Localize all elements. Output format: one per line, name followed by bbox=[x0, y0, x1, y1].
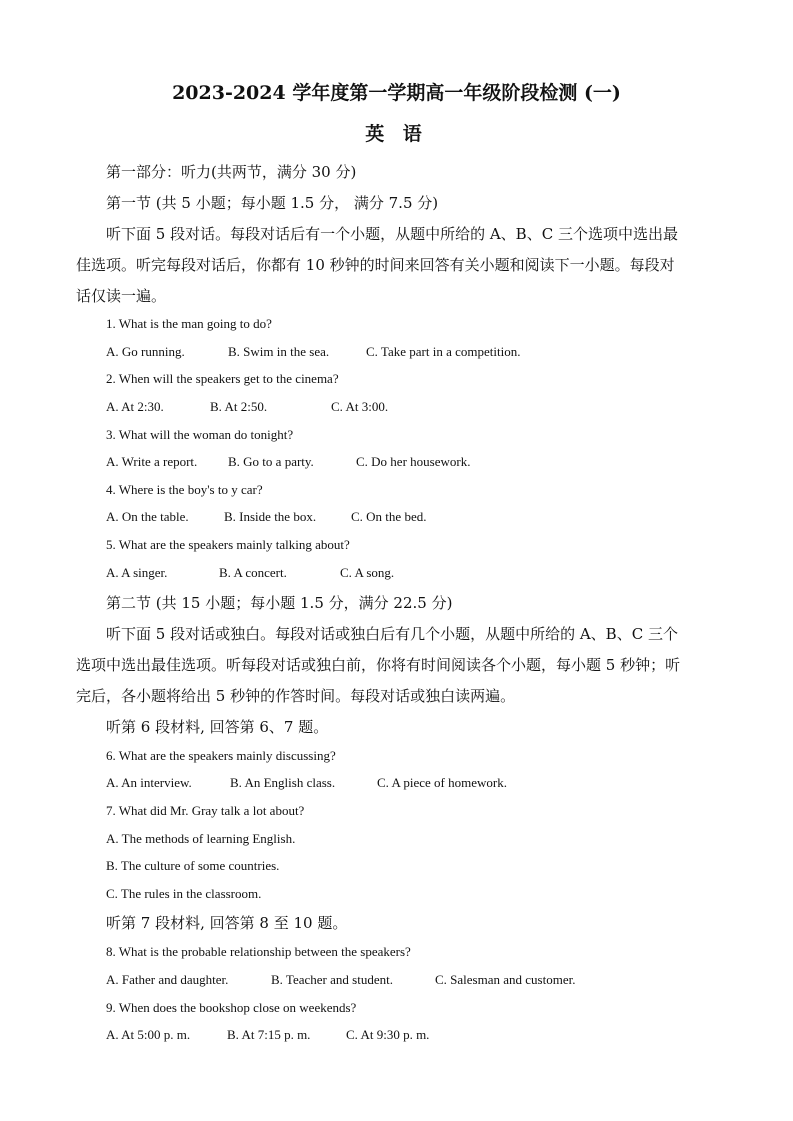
material-heading: 听第 6 段材料, 回答第 6、7 题。 bbox=[106, 718, 329, 736]
section2-instruction-line: 完后，各小题将给出 5 秒钟的作答时间。每段对话或独白读两遍。 bbox=[76, 687, 516, 705]
option-b: B. The culture of some countries. bbox=[106, 858, 280, 873]
section2-instruction-line: 听下面 5 段对话或独白。每段对话或独白后有几个小题，从题中所给的 A、B、C 三个 bbox=[106, 625, 678, 643]
option-c: C. A song. bbox=[340, 565, 395, 580]
question-stem: 5. What are the speakers mainly talking about? bbox=[106, 537, 350, 552]
part1-heading: 第一部分：听力(共两节，满分 30 分) bbox=[106, 163, 357, 181]
option-b: B. At 2:50. bbox=[210, 399, 268, 414]
section1-instruction-line: 佳选项。听完每段对话后，你都有 10 秒钟的时间来回答有关小题和阅读下一小题。每段对 bbox=[76, 256, 675, 274]
option-a: A. At 2:30. bbox=[106, 399, 164, 414]
option-a: A. Father and daughter. bbox=[106, 972, 229, 987]
option-c: C. Salesman and customer. bbox=[435, 972, 576, 987]
option-c: C. The rules in the classroom. bbox=[106, 886, 262, 901]
option-b: B. Go to a party. bbox=[228, 454, 314, 469]
subject-title: 英 语 bbox=[365, 123, 428, 145]
question-stem: 9. When does the bookshop close on weekends? bbox=[106, 1000, 357, 1015]
option-b: B. At 7:15 p. m. bbox=[227, 1027, 311, 1042]
option-c: C. On the bed. bbox=[351, 509, 427, 524]
question-stem: 8. What is the probable relationship between the speakers? bbox=[106, 944, 411, 959]
option-b: B. An English class. bbox=[230, 775, 336, 790]
option-c: C. Take part in a competition. bbox=[366, 344, 521, 359]
question-stem: 3. What will the woman do tonight? bbox=[106, 427, 294, 442]
option-c: C. Do her housework. bbox=[356, 454, 471, 469]
option-a: A. Go running. bbox=[106, 344, 185, 359]
section2-instruction-line: 选项中选出最佳选项。听每段对话或独白前，你将有时间阅读各个小题，每小题 5 秒钟；听 bbox=[76, 656, 681, 674]
option-c: C. At 3:00. bbox=[331, 399, 389, 414]
option-a: A. The methods of learning English. bbox=[106, 831, 296, 846]
option-a: A. On the table. bbox=[106, 509, 189, 524]
question-stem: 2. When will the speakers get to the cinema? bbox=[106, 371, 339, 386]
section1-heading: 第一节 (共 5 小题；每小题 1.5 分， 满分 7.5 分) bbox=[106, 194, 439, 212]
option-a: A. An interview. bbox=[106, 775, 192, 790]
question-stem: 6. What are the speakers mainly discussing? bbox=[106, 748, 336, 763]
option-b: B. Teacher and student. bbox=[271, 972, 393, 987]
question-stem: 1. What is the man going to do? bbox=[106, 316, 272, 331]
exam-title: 2023-2024 学年度第一学期高一年级阶段检测 (一) bbox=[172, 82, 621, 104]
option-a: A. At 5:00 p. m. bbox=[106, 1027, 191, 1042]
option-c: C. A piece of homework. bbox=[377, 775, 507, 790]
option-b: B. Inside the box. bbox=[224, 509, 317, 524]
question-stem: 7. What did Mr. Gray talk a lot about? bbox=[106, 803, 305, 818]
section2-heading: 第二节 (共 15 小题；每小题 1.5 分，满分 22.5 分) bbox=[106, 594, 453, 612]
section1-instruction-line: 听下面 5 段对话。每段对话后有一个小题，从题中所给的 A、B、C 三个选项中选出最 bbox=[106, 225, 678, 243]
option-b: B. Swim in the sea. bbox=[228, 344, 330, 359]
option-c: C. At 9:30 p. m. bbox=[346, 1027, 430, 1042]
option-a: A. Write a report. bbox=[106, 454, 198, 469]
question-stem: 4. Where is the boy's to y car? bbox=[106, 482, 263, 497]
option-b: B. A concert. bbox=[219, 565, 287, 580]
section1-instruction-line: 话仅读一遍。 bbox=[76, 287, 167, 305]
material-heading: 听第 7 段材料, 回答第 8 至 10 题。 bbox=[106, 914, 348, 932]
option-a: A. A singer. bbox=[106, 565, 168, 580]
